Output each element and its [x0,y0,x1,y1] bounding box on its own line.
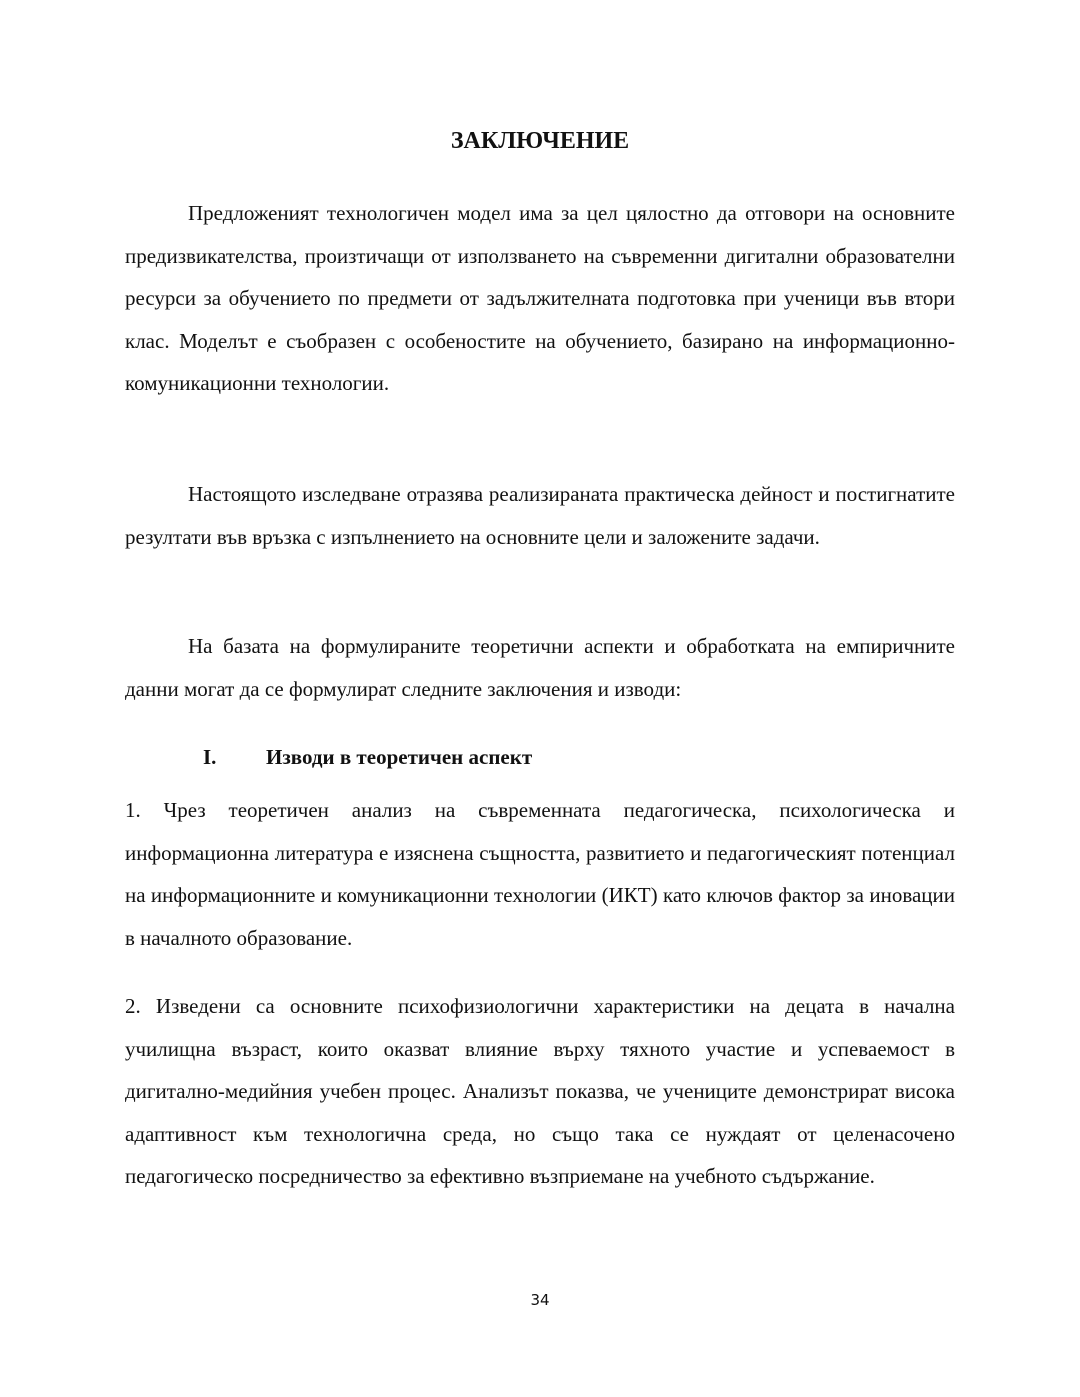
section-title: Изводи в теоретичен аспект [266,745,533,769]
paragraph-conclusions-intro: На базата на формулираните теоретични аспекти и обработката на емпиричните данни могат да се формулират следните заключения и изводи: [125,634,955,701]
section-heading [203,739,532,775]
conclusion-item-2: 2. Изведени са основните психофизиологични характеристики на децата в начална училищна възраст, които оказват влияние върху тяхното участие и успеваемост в дигитално-медийния учебен процес. Анализът показва, че учениците демонстрират висока адаптивност към технологична среда, но също така се нуждаят от целенасочено педагогическо посредничество за ефективно възприемане на учебното съдържание. [125,994,955,1188]
page-number: 34 [530,1291,550,1309]
paragraph-intro: Предложеният технологичен модел има за цел цялостно да отговори на основните предизвикателства, произтичащи от използването на съвременни дигитални образователни ресурси за обучението по предмети от задължителната подготовка при ученици във втори клас. Моделът е съобразен с особеностите на обучението, базирано на информационно-комуникационни технологии. [125,201,955,395]
section-number: I. [203,745,217,769]
page-title: ЗАКЛЮЧЕНИЕ [450,128,630,154]
paragraph-research: Настоящото изследване отразява реализираната практическа дейност и постигнатите резултати във връзка с изпълнението на основните цели и заложените задачи. [125,482,955,549]
conclusion-item-1: 1. Чрез теоретичен анализ на съвременната педагогическа, психологическа и информационна литература е изяснена същността, развитието и педагогическият потенциал на информационните и комуникационни технологии (ИКТ) като ключов фактор за иновации в началното образование. [125,798,955,950]
